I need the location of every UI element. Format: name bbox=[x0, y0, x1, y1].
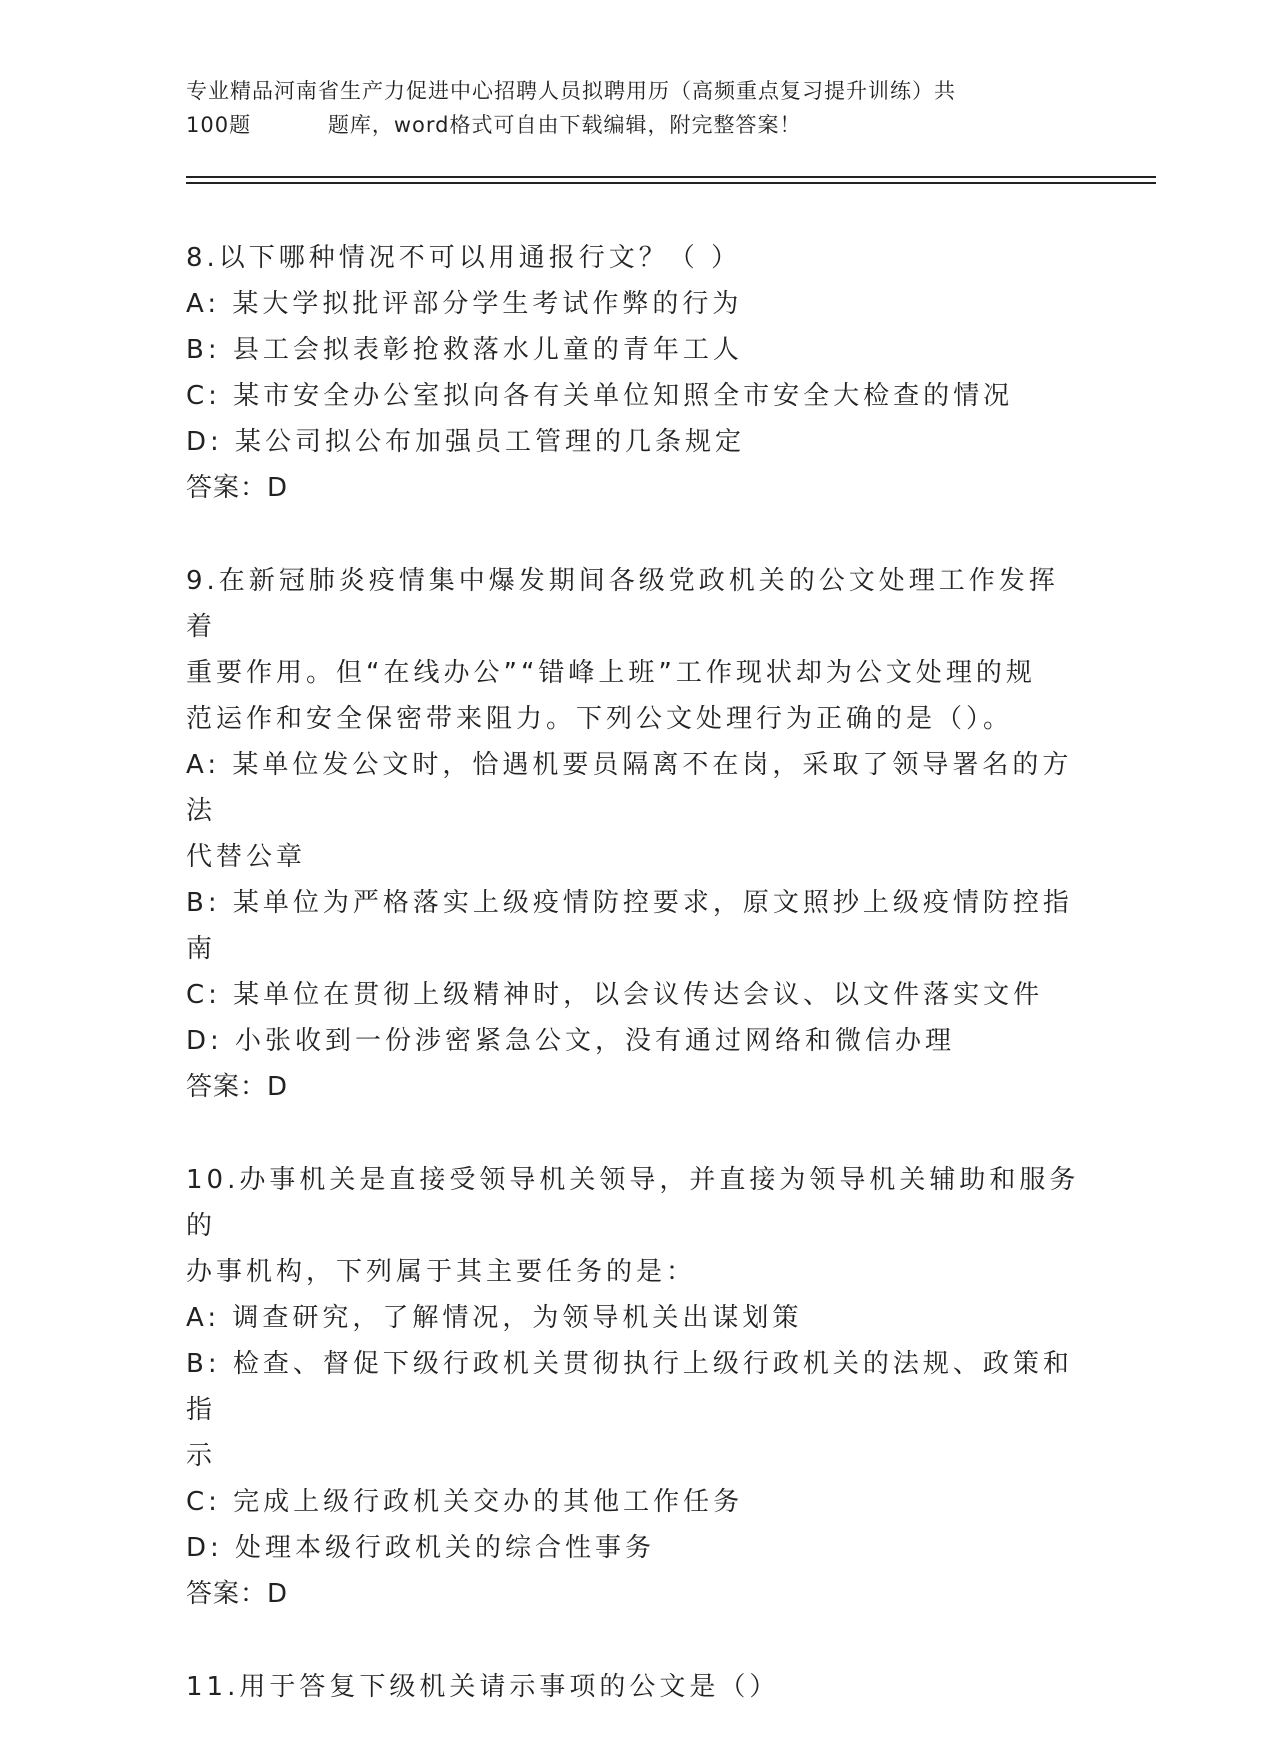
question-text: 11.用于答复下级机关请示事项的公文是（） bbox=[186, 1672, 780, 1702]
option-text: 示 bbox=[186, 1441, 217, 1471]
question-block bbox=[186, 235, 1086, 511]
header-rule-top bbox=[186, 176, 1156, 178]
question-text: 8.以下哪种情况不可以用通报行文？（ ） bbox=[186, 243, 742, 273]
option-text: 代替公章 bbox=[186, 842, 307, 872]
option-text: B: 检查、督促下级行政机关贯彻执行上级行政机关的法规、政策和指 bbox=[186, 1349, 1073, 1425]
option-text: D: 小张收到一份涉密紧急公文，没有通过网络和微信办理 bbox=[186, 1026, 956, 1056]
option-text: C: 某单位在贯彻上级精神时，以会议传达会议、以文件落实文件 bbox=[186, 980, 1044, 1010]
question-block bbox=[186, 1664, 1086, 1710]
answer-text: 答案：D bbox=[186, 473, 289, 503]
question-text: 办事机构，下列属于其主要任务的是： bbox=[186, 1257, 697, 1287]
question-text: 10.办事机关是直接受领导机关领导，并直接为领导机关辅助和服务的 bbox=[186, 1165, 1080, 1241]
option-text: A: 调查研究，了解情况，为领导机关出谋划策 bbox=[186, 1303, 803, 1333]
question-block bbox=[186, 1157, 1086, 1617]
option-text: C: 某市安全办公室拟向各有关单位知照全市安全大检查的情况 bbox=[186, 381, 1014, 411]
header-line-1: 专业精品河南省生产力促进中心招聘人员拟聘用历（高频重点复习提升训练）共 bbox=[186, 79, 956, 103]
question-text: 重要作用。但“在线办公”“错峰上班”工作现状却为公文处理的规 bbox=[186, 658, 1036, 688]
header-rule-bottom bbox=[186, 182, 1156, 184]
answer-text: 答案：D bbox=[186, 1072, 289, 1102]
question-list bbox=[186, 235, 1086, 1757]
option-text: A: 某单位发公文时，恰遇机要员隔离不在岗，采取了领导署名的方法 bbox=[186, 750, 1073, 826]
option-text: D: 某公司拟公布加强员工管理的几条规定 bbox=[186, 427, 746, 457]
question-text: 范运作和安全保密带来阻力。下列公文处理行为正确的是（）。 bbox=[186, 704, 1014, 734]
header-line-2: 100题 题库，word格式可自由下载编辑，附完整答案！ bbox=[186, 113, 802, 137]
document-header bbox=[186, 74, 1086, 142]
option-text: B: 某单位为严格落实上级疫情防控要求，原文照抄上级疫情防控指南 bbox=[186, 888, 1073, 964]
answer-text: 答案：D bbox=[186, 1579, 289, 1609]
question-block bbox=[186, 558, 1086, 1110]
option-text: C: 完成上级行政机关交办的其他工作任务 bbox=[186, 1487, 744, 1517]
question-text: 9.在新冠肺炎疫情集中爆发期间各级党政机关的公文处理工作发挥着 bbox=[186, 566, 1059, 642]
option-text: B: 县工会拟表彰抢救落水儿童的青年工人 bbox=[186, 335, 743, 365]
option-text: D: 处理本级行政机关的综合性事务 bbox=[186, 1533, 656, 1563]
option-text: A: 某大学拟批评部分学生考试作弊的行为 bbox=[186, 289, 743, 319]
